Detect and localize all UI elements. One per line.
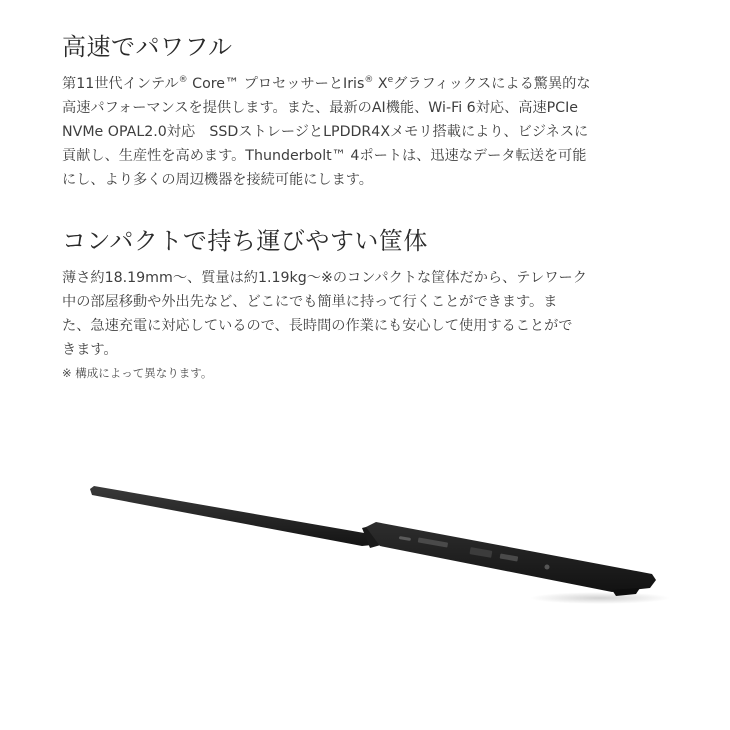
section-body-portability: [62, 266, 662, 362]
body-line: 薄さ約18.19mm～、質量は約1.19kg～※のコンパクトな筐体だから、テレワーク: [62, 270, 587, 286]
laptop-shadow: [530, 592, 670, 604]
section-performance: [62, 28, 662, 192]
body-line: 貢献し、生産性を高めます。Thunderbolt™ 4ポートは、迅速なデータ転送を可能: [62, 148, 587, 164]
body-line: 高速パフォーマンスを提供します。また、最新のAI機能、Wi-Fi 6対応、高速PCIe: [62, 100, 579, 116]
section-heading-performance: 高速でパワフル: [62, 33, 233, 61]
body-line: きます。: [62, 342, 118, 358]
laptop-lid: [90, 486, 372, 546]
audio-jack-icon: [545, 565, 550, 570]
body-line: NVMe OPAL2.0対応 SSDストレージとLPDDR4Xメモリ搭載により、ビジネスに: [62, 124, 589, 140]
registered-mark: ®: [364, 75, 374, 85]
text-fragment: 第11世代インテル: [62, 76, 179, 92]
laptop-side-view-image: [0, 470, 730, 620]
footnote: ※ 構成によって異なります。: [62, 366, 213, 380]
superscript-e: e: [387, 75, 394, 85]
text-fragment: グラフィックスによる驚異的な: [393, 76, 591, 92]
registered-mark: ®: [178, 75, 188, 85]
text-fragment: Core™ プロセッサーとIris: [187, 76, 365, 92]
text-fragment: X: [373, 76, 388, 92]
section-portability: [62, 222, 662, 382]
body-line: 中の部屋移動や外出先など、どこにでも簡単に持って行くことができます。ま: [62, 294, 558, 310]
section-body-performance: [62, 72, 662, 192]
body-line: た、急速充電に対応しているので、長時間の作業にも安心して使用することがで: [62, 318, 573, 334]
body-line: [62, 72, 662, 96]
body-line: にし、より多くの周辺機器を接続可能にします。: [62, 172, 373, 188]
section-heading-portability: コンパクトで持ち運びやすい筐体: [62, 227, 428, 255]
